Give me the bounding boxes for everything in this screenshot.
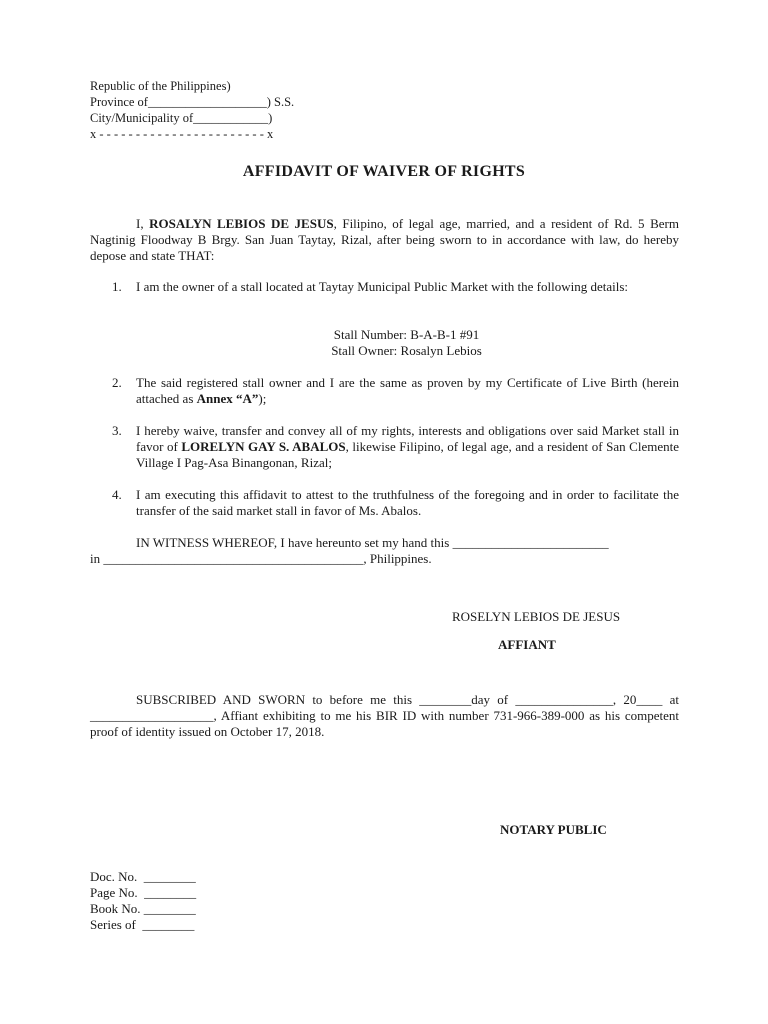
item-text-b: ); (258, 391, 267, 406)
affiant-name: ROSALYN LEBIOS DE JESUS (149, 216, 334, 231)
notary-public-label: NOTARY PUBLIC (500, 822, 607, 837)
book-no: Book No. ________ (90, 901, 196, 916)
transferee-name: LORELYN GAY S. ABALOS (181, 439, 346, 454)
document-title: AFFIDAVIT OF WAIVER OF RIGHTS (242, 163, 526, 180)
affiant-label: AFFIANT (498, 637, 556, 652)
witness-line-1: IN WITNESS WHEREOF, I have hereunto set my hand this ________________________ (136, 535, 609, 550)
series-of: Series of ________ (90, 917, 195, 932)
intro-paragraph (90, 216, 679, 264)
item-text-a: I hereby waive, transfer and convey all of my rights, interests and obligations over said Market stall in favor of (136, 423, 679, 454)
item-text (136, 375, 679, 407)
item-number: 3. (112, 423, 122, 438)
venue-block (90, 78, 294, 142)
list-item (90, 487, 679, 519)
venue-city: City/Municipality of____________) (90, 111, 273, 125)
venue-republic: Republic of the Philippines) (90, 79, 231, 93)
item-number: 4. (112, 487, 122, 502)
witness-paragraph (90, 535, 679, 551)
jurat-paragraph: SUBSCRIBED AND SWORN to before me this ________day of _______________, 20____ at ___________________, Affiant exhibiting to me his BIR ID with number 731-966-389-000 as his competent proof of identity issued on October 17, 2018. (90, 692, 679, 739)
item-number: 2. (112, 375, 122, 390)
notarial-registry (90, 869, 196, 933)
item-text: I am executing this affidavit to attest to the truthfulness of the foregoing and in order to facilitate the transfer of the said market stall in favor of Ms. Abalos. (136, 487, 679, 518)
item-number: 1. (112, 279, 122, 294)
venue-separator: x - - - - - - - - - - - - - - - - - - - - - - - x (90, 127, 274, 141)
intro-text: , Filipino, of legal age, married, and a resident of Rd. 5 Berm Nagtinig Floodway B Brgy. San Juan Taytay, Rizal, after being sworn to in accordance with law, do hereby depose and state THAT: (90, 216, 679, 263)
stall-number: Stall Number: B-A-B-1 #91 (333, 327, 480, 342)
item-text-a: The said registered stall owner and I are the same as proven by my Certificate of Live Birth (herein attached as (136, 375, 679, 406)
venue-province: Province of___________________) S.S. (90, 95, 295, 109)
annex-label: Annex “A” (196, 391, 259, 406)
affiant-signature-name: ROSELYN LEBIOS DE JESUS (452, 609, 621, 624)
intro-prefix: I, (136, 216, 150, 231)
item-text (136, 423, 679, 471)
list-item (90, 279, 679, 295)
page-no: Page No. ________ (90, 885, 197, 900)
item-text-b: , likewise Filipino, of legal age, and a resident of San Clemente Village I Pag-Asa Binangonan, Rizal; (136, 439, 679, 470)
witness-line-2: in ________________________________________, Philippines. (90, 551, 432, 566)
list-item (90, 423, 679, 471)
doc-no: Doc. No. ________ (90, 869, 196, 884)
stall-owner: Stall Owner: Rosalyn Lebios (331, 343, 482, 358)
list-item (90, 375, 679, 407)
item-text: I am the owner of a stall located at Taytay Municipal Public Market with the following details: (136, 279, 629, 294)
